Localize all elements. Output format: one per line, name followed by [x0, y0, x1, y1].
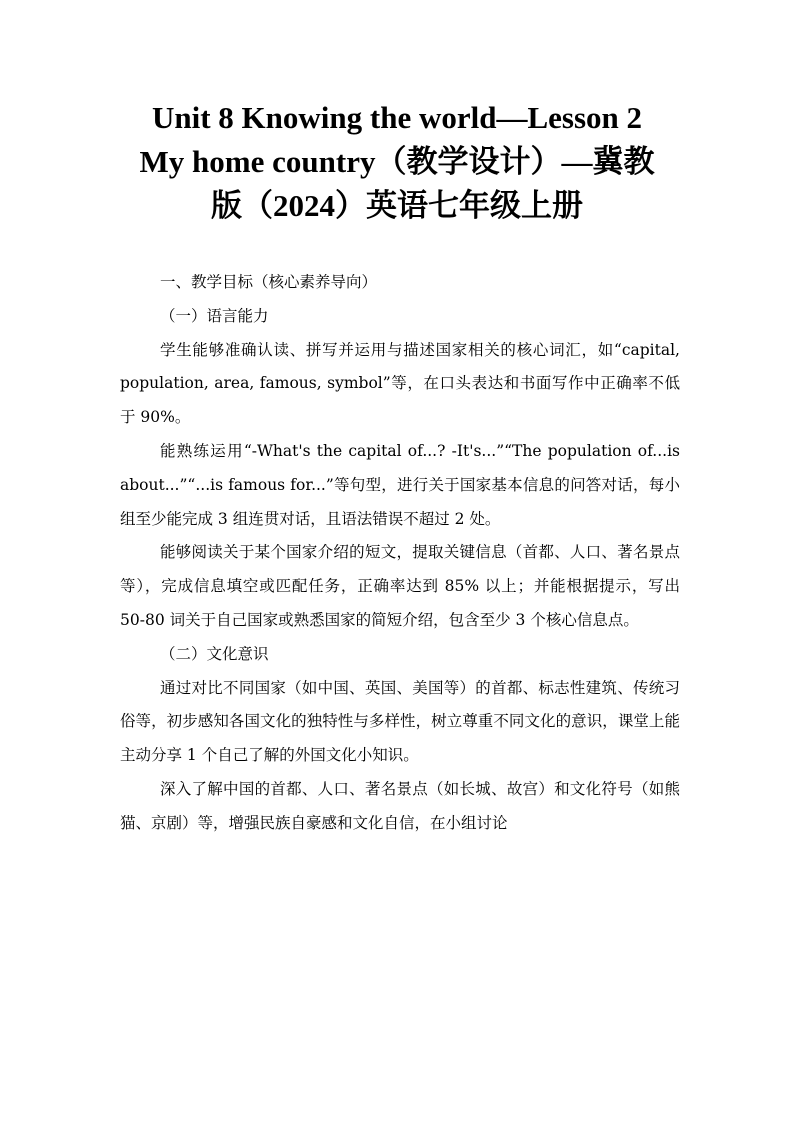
document-title: [100, 96, 694, 228]
paragraph-sentence-patterns: 能熟练运用“-What's the capital of...? -It's...”“The population of...is about...”“...is famous for...”等句型，进行关于国家基本信息的问答对话，每小组至少能完成 3 组连贯对话，且语法错误不超过 2 处。: [120, 441, 680, 528]
paragraph-reading-writing: 能够阅读关于某个国家介绍的短文，提取关键信息（首都、人口、著名景点等），完成信息填空或匹配任务，正确率达到 85% 以上；并能根据提示，写出 50-80 词关于自己国家或熟悉国家的简短介绍，包含至少 3 个核心信息点。: [120, 543, 680, 629]
subsection-heading-culture: （二）文化意识: [160, 644, 269, 663]
subsection-heading-language: （一）语言能力: [160, 306, 269, 325]
section-heading-objectives: 一、教学目标（核心素养导向）: [160, 273, 378, 291]
title-line-1: Unit 8 Knowing the world—Lesson 2: [151, 100, 643, 135]
paragraph-culture-comparison: 通过对比不同国家（如中国、英国、美国等）的首都、标志性建筑、传统习俗等，初步感知各国文化的独特性与多样性，树立尊重不同文化的意识，课堂上能主动分享 1 个自己了解的外国文化小知识。: [120, 678, 680, 765]
title-line-3: 版（2024）英语七年级上册: [211, 188, 583, 223]
paragraph-vocabulary: 学生能够准确认读、拼写并运用与描述国家相关的核心词汇，如“capital, population, area, famous, symbol”等，在口头表达和书面写作中正确率不低于 90%。: [120, 340, 680, 427]
document-body: [120, 266, 680, 841]
paragraph-china-culture: 深入了解中国的首都、人口、著名景点（如长城、故宫）和文化符号（如熊猫、京剧）等，增强民族自豪感和文化自信，在小组讨论: [120, 779, 680, 832]
title-line-2: My home country（教学设计）—冀教: [139, 144, 655, 179]
